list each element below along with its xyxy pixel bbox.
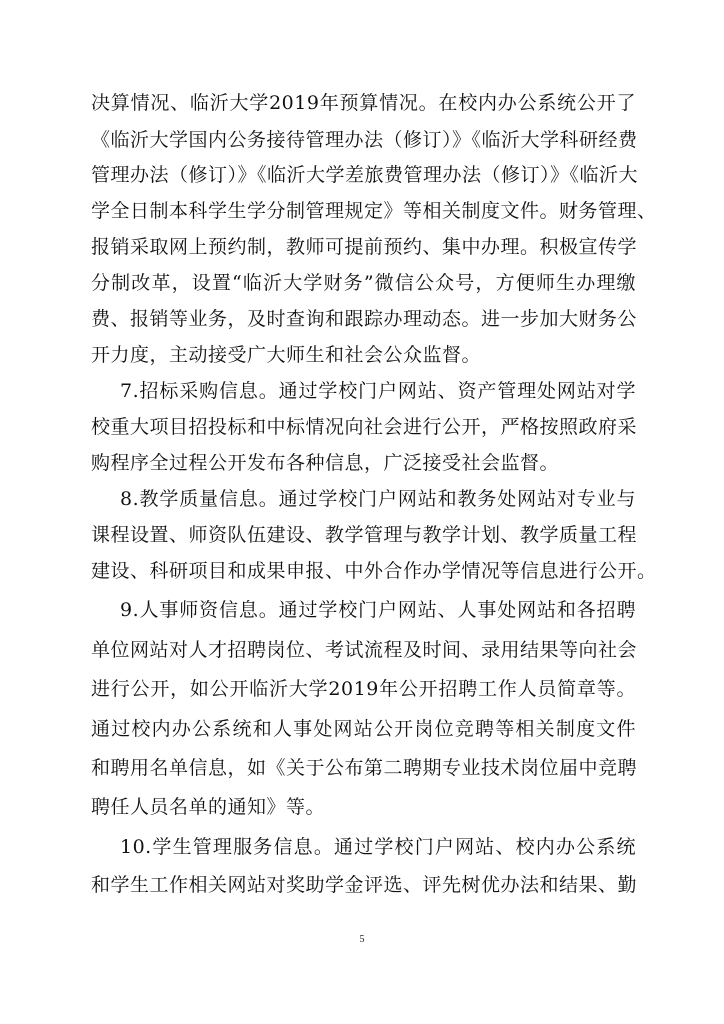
body-text-line: 和聘用名单信息，如《关于公布第二聘期专业技术岗位届中竞聘 [91, 757, 638, 779]
paragraph-heading-teaching-quality: 8.教学质量信息。通过学校门户网站和教务处网站对专业与 [120, 488, 636, 510]
body-text-line: 决算情况、临沂大学2019年预算情况。在校内办公系统公开了 [91, 92, 636, 114]
body-text-line: 学全日制本科学生学分制管理规定》等相关制度文件。财务管理、 [91, 200, 657, 222]
body-text-line: 和学生工作相关网站对奖助学金评选、评先树优办法和结果、勤 [91, 874, 638, 896]
body-text-line: 管理办法（修订）》《临沂大学差旅费管理办法（修订）》《临沂大 [91, 164, 639, 186]
paragraph-heading-student-services: 10.学生管理服务信息。通过学校门户网站、校内办公系统 [120, 836, 636, 858]
body-text-line: 分制改革，设置“临沂大学财务”微信公众号，方便师生办理缴 [91, 272, 636, 294]
paragraph-heading-personnel: 9.人事师资信息。通过学校门户网站、人事处网站和各招聘 [120, 599, 636, 621]
body-text-line: 通过校内办公系统和人事处网站公开岗位竞聘等相关制度文件 [91, 718, 636, 740]
body-text-line: 建设、科研项目和成果申报、中外合作办学情况等信息进行公开。 [91, 560, 657, 582]
body-text-line: 聘任人员名单的通知》等。 [91, 796, 326, 818]
page-number: 5 [359, 934, 365, 945]
body-text-line: 费、报销等业务，及时查询和跟踪办理动态。进一步加大财务公 [91, 308, 638, 330]
body-text-line: 校重大项目招投标和中标情况向社会进行公开，严格按照政府采 [91, 416, 638, 438]
body-text-line: 《临沂大学国内公务接待管理办法（修订）》《临沂大学科研经费 [91, 129, 638, 151]
body-text-line: 进行公开，如公开临沂大学2019年公开招聘工作人员简章等。 [91, 678, 636, 700]
body-text-line: 购程序全过程公开发布各种信息，广泛接受社会监督。 [91, 452, 560, 474]
body-text-line: 课程设置、师资队伍建设、教学管理与教学计划、教学质量工程 [91, 524, 638, 546]
body-text-line: 单位网站对人才招聘岗位、考试流程及时间、录用结果等向社会 [91, 639, 638, 661]
body-text-line: 开力度，主动接受广大师生和社会公众监督。 [91, 344, 482, 366]
paragraph-heading-procurement: 7.招标采购信息。通过学校门户网站、资产管理处网站对学 [120, 380, 636, 402]
body-text-line: 报销采取网上预约制，教师可提前预约、集中办理。积极宣传学 [91, 236, 638, 258]
